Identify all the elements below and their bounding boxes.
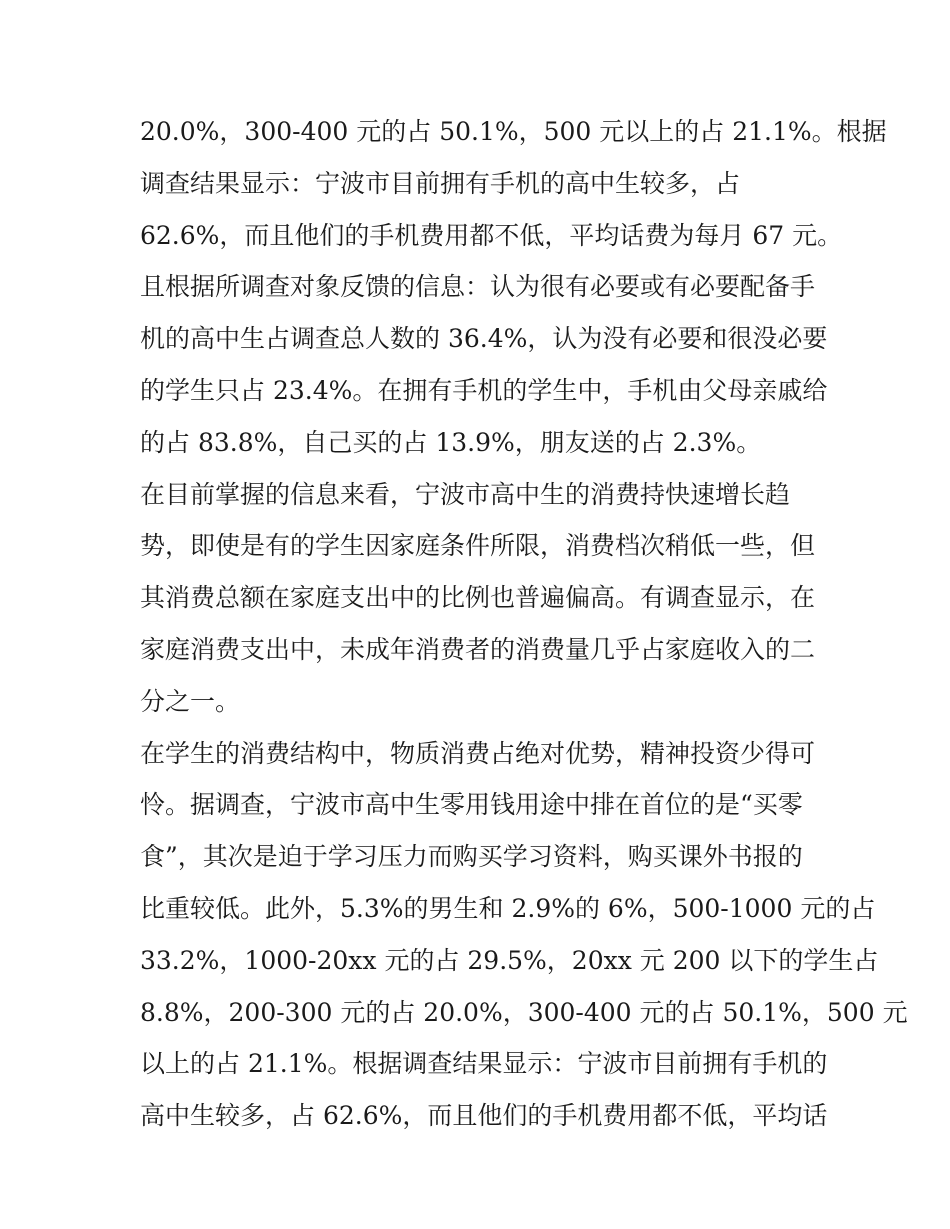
- text-line: 在目前掌握的信息来看，宁波市高中生的消费持快速增长趋: [140, 479, 791, 509]
- text-line: 机的高中生占调查总人数的 36.4%，认为没有必要和很没必要: [140, 324, 828, 354]
- text-line: 在学生的消费结构中，物质消费占绝对优势，精神投资少得可: [140, 738, 816, 768]
- text-line: 且根据所调查对象反馈的信息：认为很有必要或有必要配备手: [140, 272, 816, 302]
- text-line: 20.0%，300-400 元的占 50.1%，500 元以上的占 21.1%。根据: [140, 117, 887, 146]
- text-line: 分之一。: [140, 686, 241, 716]
- text-line: 调查结果显示：宁波市目前拥有手机的高中生较多，占: [140, 168, 741, 198]
- text-line: 的占 83.8%，自己买的占 13.9%，朋友送的占 2.3%。: [140, 427, 762, 457]
- text-line: 62.6%，而且他们的手机费用都不低，平均话费为每月 67 元。: [140, 220, 843, 250]
- text-line: 高中生较多，占 62.6%，而且他们的手机费用都不低，平均话: [140, 1101, 828, 1131]
- text-line: 比重较低。此外，5.3%的男生和 2.9%的 6%，500-1000 元的占: [140, 893, 876, 923]
- text-line: 家庭消费支出中，未成年消费者的消费量几乎占家庭收入的二: [140, 634, 816, 664]
- text-line: 其消费总额在家庭支出中的比例也普遍偏高。有调查显示，在: [140, 583, 816, 613]
- text-line: 怜。据调查，宁波市高中生零用钱用途中排在首位的是“买零: [140, 790, 803, 820]
- text-line: 8.8%，200-300 元的占 20.0%，300-400 元的占 50.1%，500 元: [140, 997, 908, 1027]
- body-text: [140, 106, 908, 1142]
- text-line: 势，即使是有的学生因家庭条件所限，消费档次稍低一些，但: [140, 531, 816, 561]
- text-line: 33.2%，1000-20xx 元的占 29.5%，20xx 元 200 以下的学生占: [140, 945, 879, 975]
- text-line: 以上的占 21.1%。根据调查结果显示：宁波市目前拥有手机的: [140, 1049, 828, 1079]
- text-line: 的学生只占 23.4%。在拥有手机的学生中，手机由父母亲戚给: [140, 375, 828, 405]
- text-line: 食”，其次是迫于学习压力而购买学习资料，购买课外书报的: [140, 842, 803, 872]
